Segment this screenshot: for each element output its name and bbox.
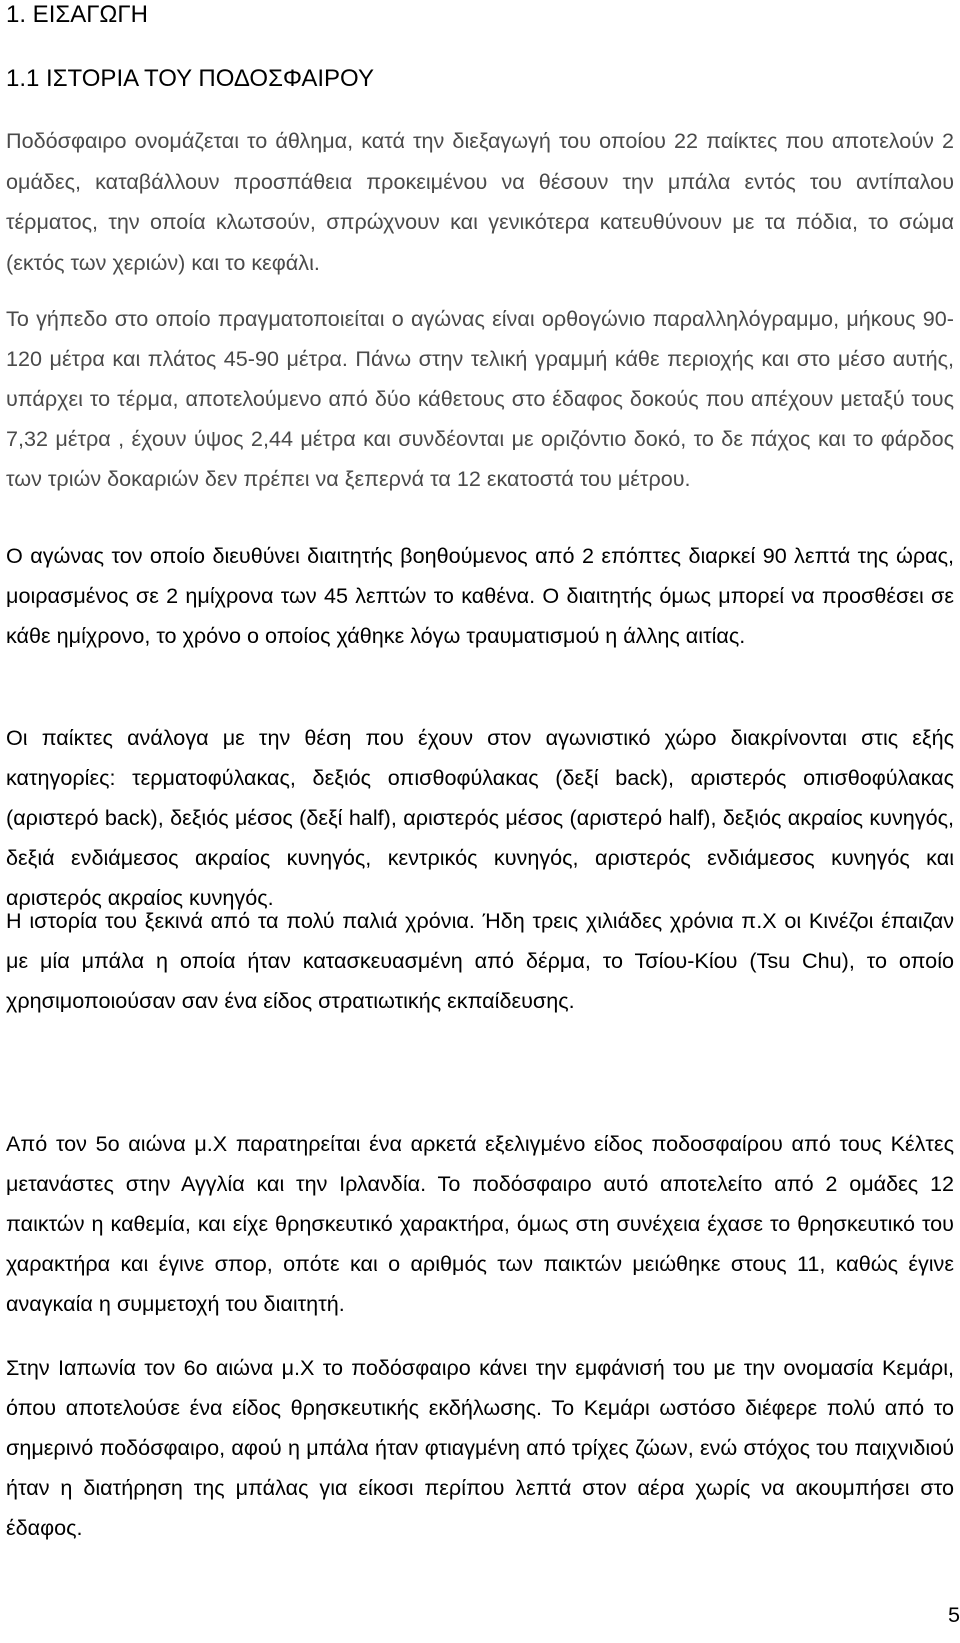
paragraph-history-celts: Από τον 5ο αιώνα μ.Χ παρατηρείται ένα αρκετά εξελιγμένο είδος ποδοσφαίρου από τους Κέλτες μετανάστες στην Αγγλία και την Ιρλανδία. Το ποδόσφαιρο αυτό αποτελείτο από 2 ομάδες 12 παικτών η καθεμία, και είχε θρησκευτικό χαρακτήρα, όμως στη συνέχεια έχασε το θρησκευτικό του χαρακτήρα και έγινε σπορ, οπότε και ο αριθμός των παικτών μειώθηκε στους 11, καθώς έγινε αναγκαία η συμμετοχή του διαιτητή. bbox=[6, 1131, 954, 1316]
paragraph-history-china: Η ιστορία του ξεκινά από τα πολύ παλιά χρόνια. Ήδη τρεις χιλιάδες χρόνια π.Χ οι Κινέζοι έπαιζαν με μία μπάλα η οποία ήταν κατασκευασμένη από δέρμα, το Τσίου-Κίου (Tsu Chu), το οποίο χρησιμοποιούσαν σαν ένα είδος στρατιωτικής εκπαίδευσης. bbox=[6, 908, 954, 1013]
paragraph-definition: Ποδόσφαιρο ονομάζεται το άθλημα, κατά την διεξαγωγή του οποίου 22 παίκτες που αποτελούν 2 ομάδες, καταβάλλουν προσπάθεια προκειμένου να θέσουν την μπάλα εντός του αντίπαλου τέρματος, την οποία κλωτσούν, σπρώχνουν και γενικότερα κατευθύνουν με τα πόδια, το σώμα (εκτός των χεριών) και το κεφάλι. bbox=[6, 128, 954, 275]
paragraph-match-duration: Ο αγώνας τον οποίο διευθύνει διαιτητής βοηθούμενος από 2 επόπτες διαρκεί 90 λεπτά της ώρας, μοιρασμένος σε 2 ημίχρονα των 45 λεπτών το καθένα. Ο διαιτητής όμως μπορεί να προσθέσει σε κάθε ημίχρονο, το χρόνο ο οποίος χάθηκε λόγω τραυματισμού η άλλης αιτίας. bbox=[6, 543, 954, 648]
paragraph-history-japan: Στην Ιαπωνία τον 6ο αιώνα μ.Χ το ποδόσφαιρο κάνει την εμφάνισή του με την ονομασία Κεμάρι, όπου αποτελούσε ένα είδος θρησκευτικής εκδήλωσης. Το Κεμάρι ωστόσο διέφερε πολύ από το σημερινό ποδόσφαιρο, αφού η μπάλα ήταν φτιαγμένη από τρίχες ζώων, ενώ στόχος του παιχνιδιού ήταν η διατήρηση της μπάλας για είκοσι περίπου λεπτά στον αέρα χωρίς να ακουμπήσει στο έδαφος. bbox=[6, 1355, 954, 1540]
page-number: 5 bbox=[947, 1602, 960, 1627]
section-heading: 1.1 ΙΣΤΟΡΙΑ ΤΟΥ ΠΟΔΟΣΦΑΙΡΟΥ bbox=[6, 65, 374, 92]
paragraph-pitch: Το γήπεδο στο οποίο πραγματοποιείται ο αγώνας είναι ορθογώνιο παραλληλόγραμμο, μήκους 90-120 μέτρα και πλάτος 45-90 μέτρα. Πάνω στην τελική γραμμή κάθε περιοχής και στο μέσο αυτής, υπάρχει το τέρμα, αποτελούμενο από δύο κάθετους στο έδαφος δοκούς που απέχουν μεταξύ τους 7,32 μέτρα , έχουν ύψος 2,44 μέτρα και συνδέονται με οριζόντιο δοκό, το δε πάχος και το φάρδος των τριών δοκαριών δεν πρέπει να ξεπερνά τα 12 εκατοστά του μέτρου. bbox=[6, 306, 954, 491]
paragraph-player-positions: Οι παίκτες ανάλογα με την θέση που έχουν στον αγωνιστικό χώρο διακρίνονται στις εξής κατηγορίες: τερματοφύλακας, δεξιός οπισθοφύλακας (δεξί back), αριστερός οπισθοφύλακας (αριστερό back), δεξιός μέσος (δεξί half), αριστερός μέσος (αριστερό half), δεξιός ακραίος κυνηγός, δεξιά ενδιάμεσος ακραίος κυνηγός, κεντρικός κυνηγός, αριστερός ενδιάμεσος κυνηγός και αριστερός ακραίος κυνηγός. bbox=[6, 725, 954, 910]
chapter-heading: 1. ΕΙΣΑΓΩΓΗ bbox=[6, 1, 148, 28]
